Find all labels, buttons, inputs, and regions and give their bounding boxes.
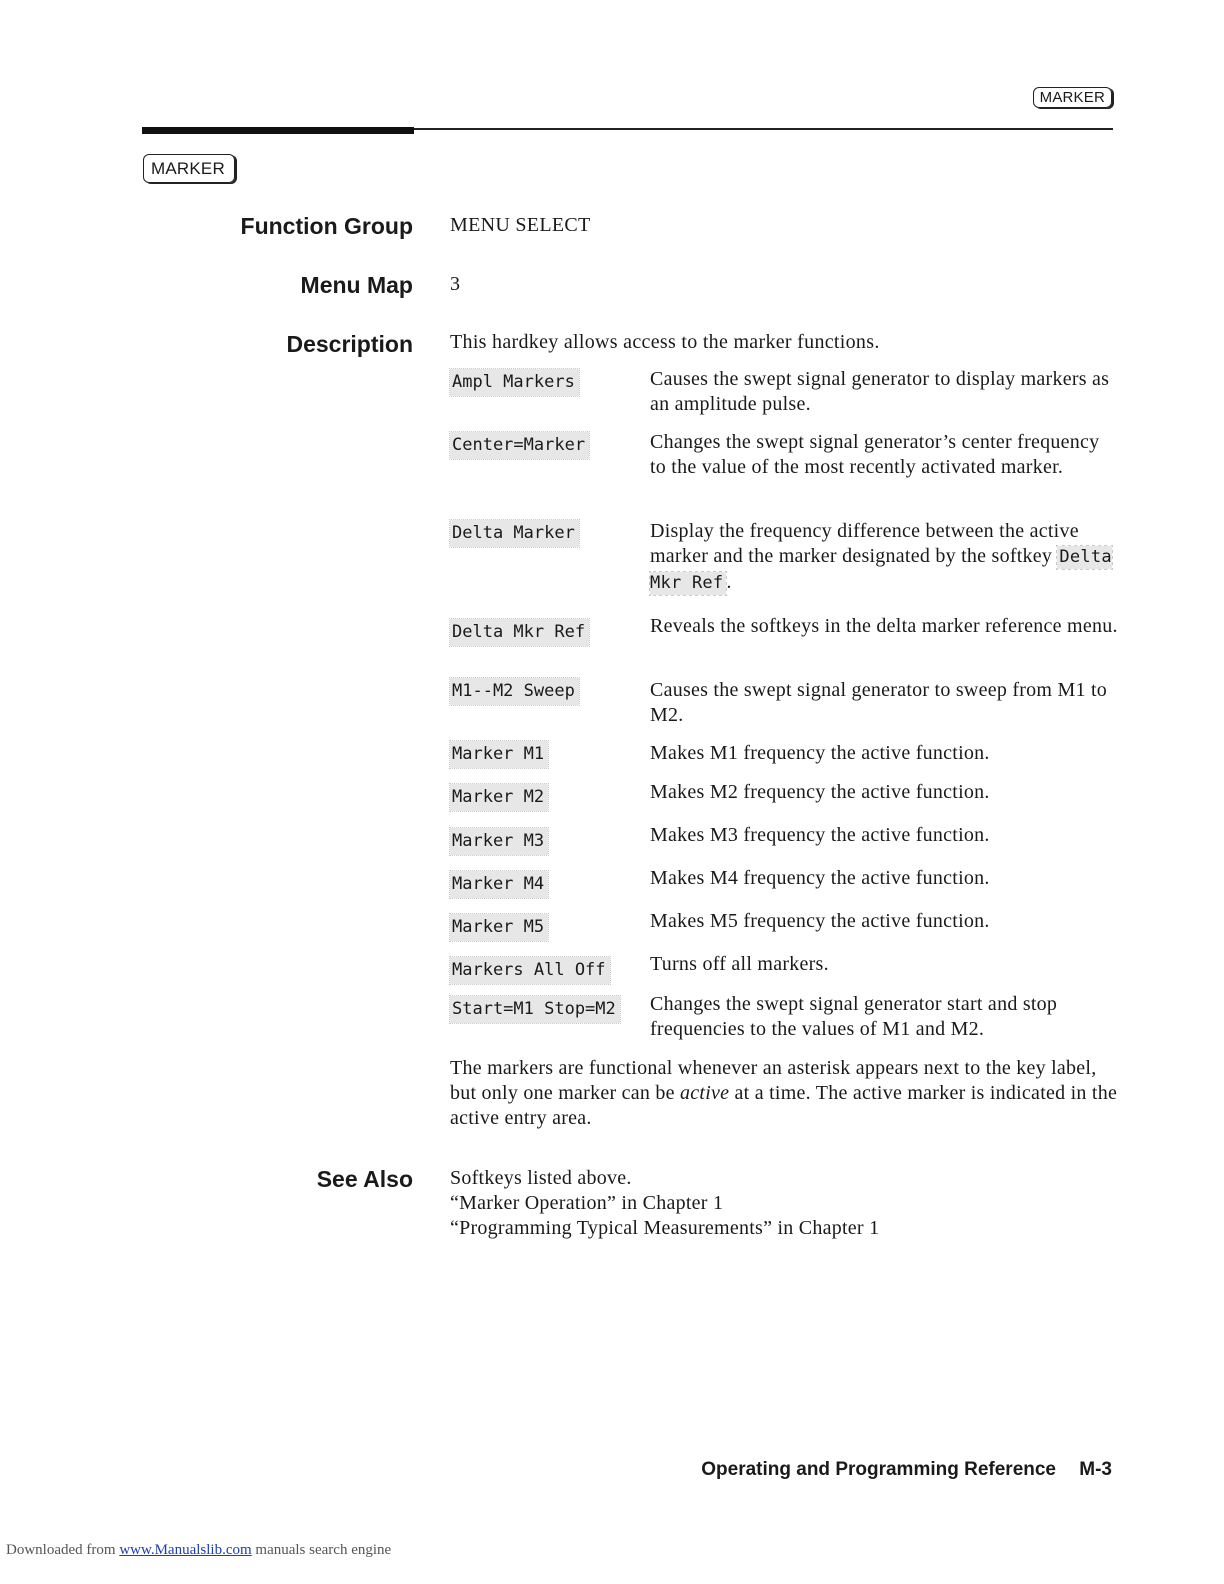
softkey-marker-m2: Marker M2: [450, 784, 548, 811]
see-also-line: “Marker Operation” in Chapter 1: [450, 1192, 724, 1214]
see-also-heading: See Also: [316, 1166, 413, 1192]
softkey-ampl-markers: Ampl Markers: [450, 369, 579, 396]
softkey-description: Changes the swept signal generator’s center frequency to the value of the most recently activated marker.: [650, 431, 1100, 478]
softkey-description-punct: .: [726, 571, 732, 593]
softkey-description: Reveals the softkeys in the delta marker reference menu.: [650, 615, 1118, 637]
softkey-description-text: Display the frequency difference between the active marker and the marker designated by the softkey: [650, 520, 1079, 567]
softkey-marker-m4: Marker M4: [450, 871, 548, 898]
softkey-delta-marker: Delta Marker: [450, 520, 579, 547]
softkey-marker-m1: Marker M1: [450, 741, 548, 768]
menu-map-heading: Menu Map: [300, 272, 413, 298]
download-prefix: Downloaded from: [6, 1542, 116, 1558]
softkey-description: Changes the swept signal generator start and stop frequencies to the values of M1 and M2.: [650, 993, 1058, 1040]
description-heading: Description: [286, 331, 413, 357]
footer-title: Operating and Programming Reference: [701, 1459, 1056, 1480]
softkey-description: Makes M5 frequency the active function.: [650, 910, 990, 932]
softkey-center-marker: Center=Marker: [450, 432, 589, 459]
softkey-delta-mkr-ref: Delta Mkr Ref: [450, 619, 589, 646]
description-intro: This hardkey allows access to the marker functions.: [450, 331, 880, 353]
markers-note-paragraph: [450, 1056, 1120, 1131]
softkey-description: Causes the swept signal generator to sweep from M1 to M2.: [650, 679, 1108, 726]
footer-page-number: M-3: [1079, 1459, 1112, 1480]
softkey-m1-m2-sweep: M1--M2 Sweep: [450, 678, 579, 705]
header-rule-thick: [142, 127, 414, 134]
function-group-heading: Function Group: [240, 213, 413, 239]
download-suffix: manuals search engine: [255, 1542, 392, 1558]
marker-key-label-header: MARKER: [1033, 87, 1112, 108]
softkey-description: Causes the swept signal generator to display markers as an amplitude pulse.: [650, 368, 1110, 415]
softkey-description: [650, 519, 1120, 596]
menu-map-value: 3: [450, 273, 461, 295]
see-also-line: “Programming Typical Measurements” in Chapter 1: [450, 1217, 880, 1239]
manualslib-link[interactable]: www.Manualslib.com: [119, 1542, 252, 1558]
download-attribution: [6, 1542, 391, 1559]
softkey-marker-m3: Marker M3: [450, 828, 548, 855]
marker-key-title: MARKER: [143, 154, 235, 183]
see-also-line: Softkeys listed above.: [450, 1167, 632, 1189]
inline-softkey-delta-mkr-ref: Delta Mkr Ref: [650, 547, 1112, 593]
softkey-description: Turns off all markers.: [650, 953, 829, 975]
softkey-description: Makes M4 frequency the active function.: [650, 867, 990, 889]
note-emphasis: active: [680, 1082, 730, 1104]
softkey-markers-all-off: Markers All Off: [450, 957, 610, 984]
note-text: The markers are functional whenever an asterisk appears next to the key label, but only one marker can be: [450, 1057, 1097, 1104]
note-text-end: at a time. The active marker is indicated in the active entry area.: [450, 1082, 1118, 1129]
softkey-start-m1-stop-m2: Start=M1 Stop=M2: [450, 996, 620, 1023]
softkey-description: Makes M1 frequency the active function.: [650, 742, 990, 764]
softkey-description: Makes M2 frequency the active function.: [650, 781, 990, 803]
function-group-value: MENU SELECT: [450, 214, 591, 236]
softkey-description: Makes M3 frequency the active function.: [650, 824, 990, 846]
softkey-marker-m5: Marker M5: [450, 914, 548, 941]
